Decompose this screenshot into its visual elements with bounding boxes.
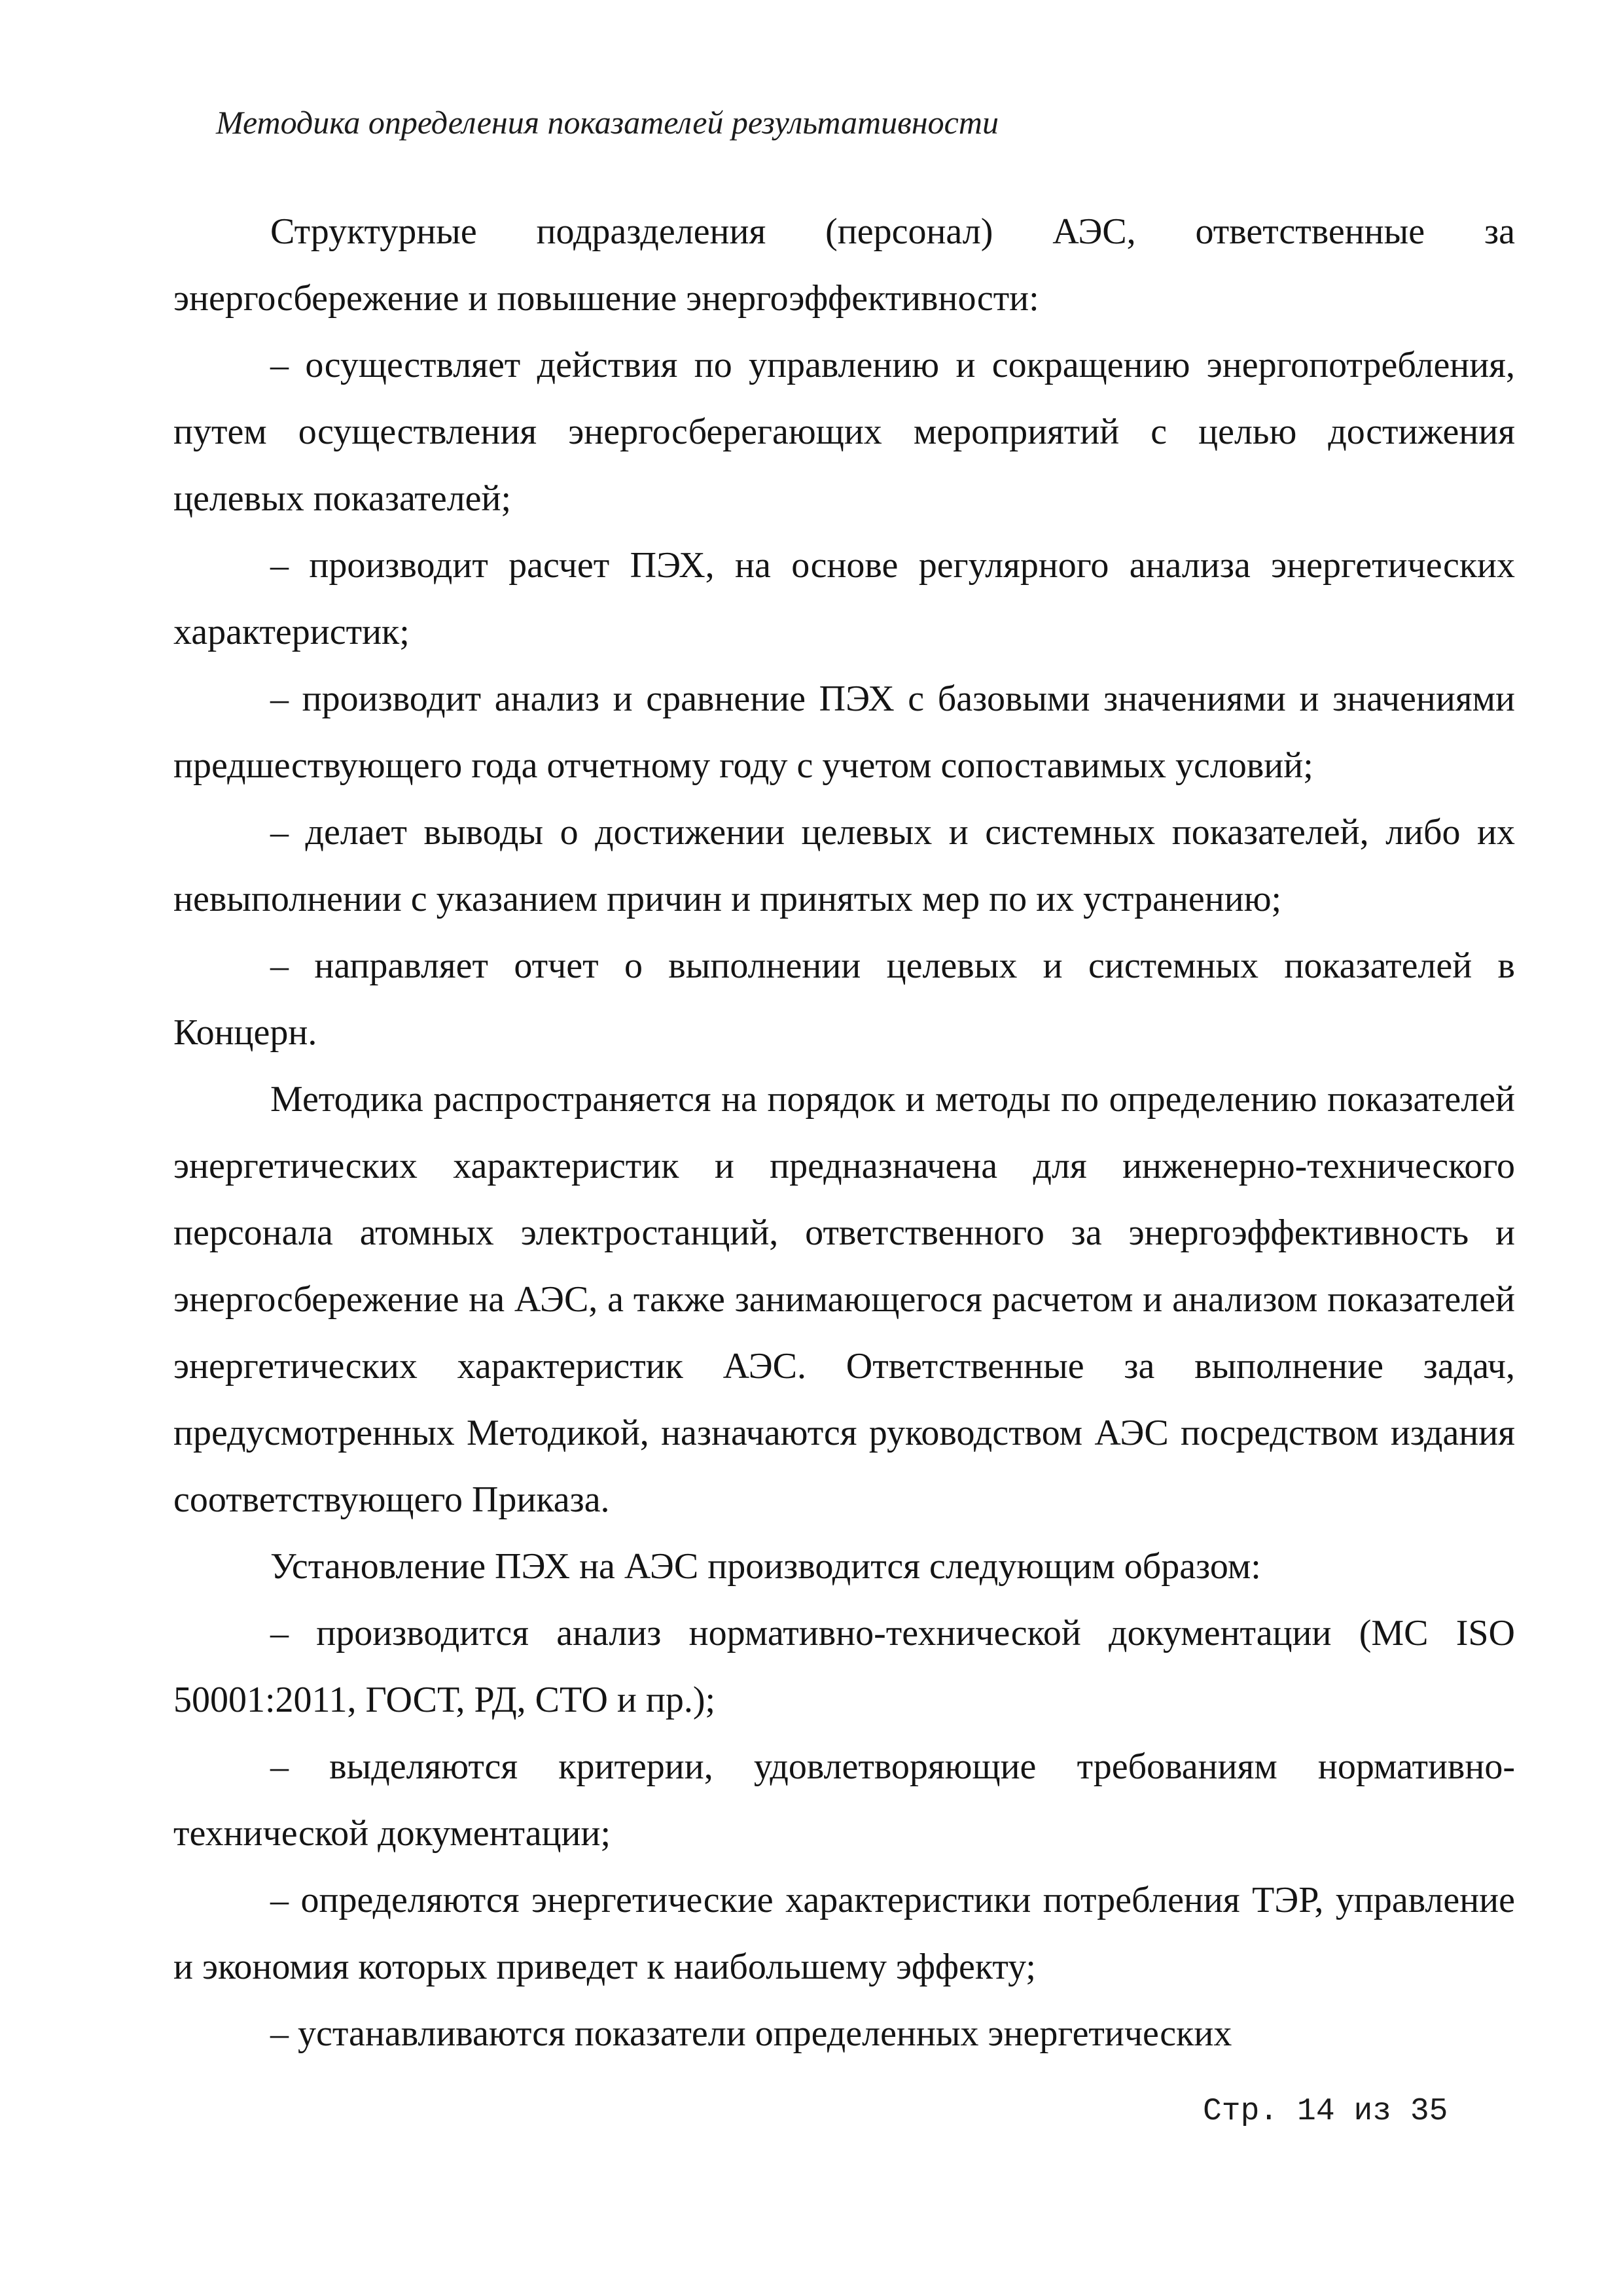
page-number: Стр. 14 из 35 (1203, 2094, 1448, 2129)
running-header-title: Методика определения показателей результативности (216, 104, 999, 141)
paragraph: Методика распространяется на порядок и методы по определению показателей энергетических характеристик и предназначена для инженерно-технического персонала атомных электростанций, ответственного за энергоэффективность и энергосбережение на АЭС, а также занимающегося расчетом и анализом показателей энергетических характеристик АЭС. Ответственные за выполнение задач, предусмотренных Методикой, назначаются руководством АЭС посредством издания соответствующего Приказа. (173, 1079, 1515, 1520)
list-item: – делает выводы о достижении целевых и системных показателей, либо их невыполнении с указанием причин и принятых мер по их устранению; (173, 812, 1515, 919)
paragraph: Структурные подразделения (персонал) АЭС, ответственные за энергосбережение и повышение энергоэффективности: (173, 211, 1515, 319)
list-item: – направляет отчет о выполнении целевых и системных показателей в Концерн. (173, 945, 1515, 1053)
list-item: – производит расчет ПЭХ, на основе регулярного анализа энергетических характеристик; (173, 545, 1515, 652)
list-item: – производится анализ нормативно-технической документации (МС ISO 50001:2011, ГОСТ, РД, СТО и пр.); (173, 1613, 1515, 1720)
list-item: – устанавливаются показатели определенных энергетических (270, 2013, 1232, 2054)
list-item: – производит анализ и сравнение ПЭХ с базовыми значениями и значениями предшествующего года отчетному году с учетом сопоставимых условий; (173, 679, 1515, 786)
body-text (173, 198, 1515, 2067)
paragraph: Установление ПЭХ на АЭС производится следующим образом: (270, 1546, 1261, 1587)
list-item: – осуществляет действия по управлению и сокращению энергопотребления, путем осуществления энергосберегающих мероприятий с целью достижения целевых показателей; (173, 345, 1515, 519)
list-item: – выделяются критерии, удовлетворяющие требованиям нормативно-технической документации; (173, 1746, 1515, 1854)
list-item: – определяются энергетические характеристики потребления ТЭР, управление и экономия которых приведет к наибольшему эффекту; (173, 1880, 1515, 1987)
